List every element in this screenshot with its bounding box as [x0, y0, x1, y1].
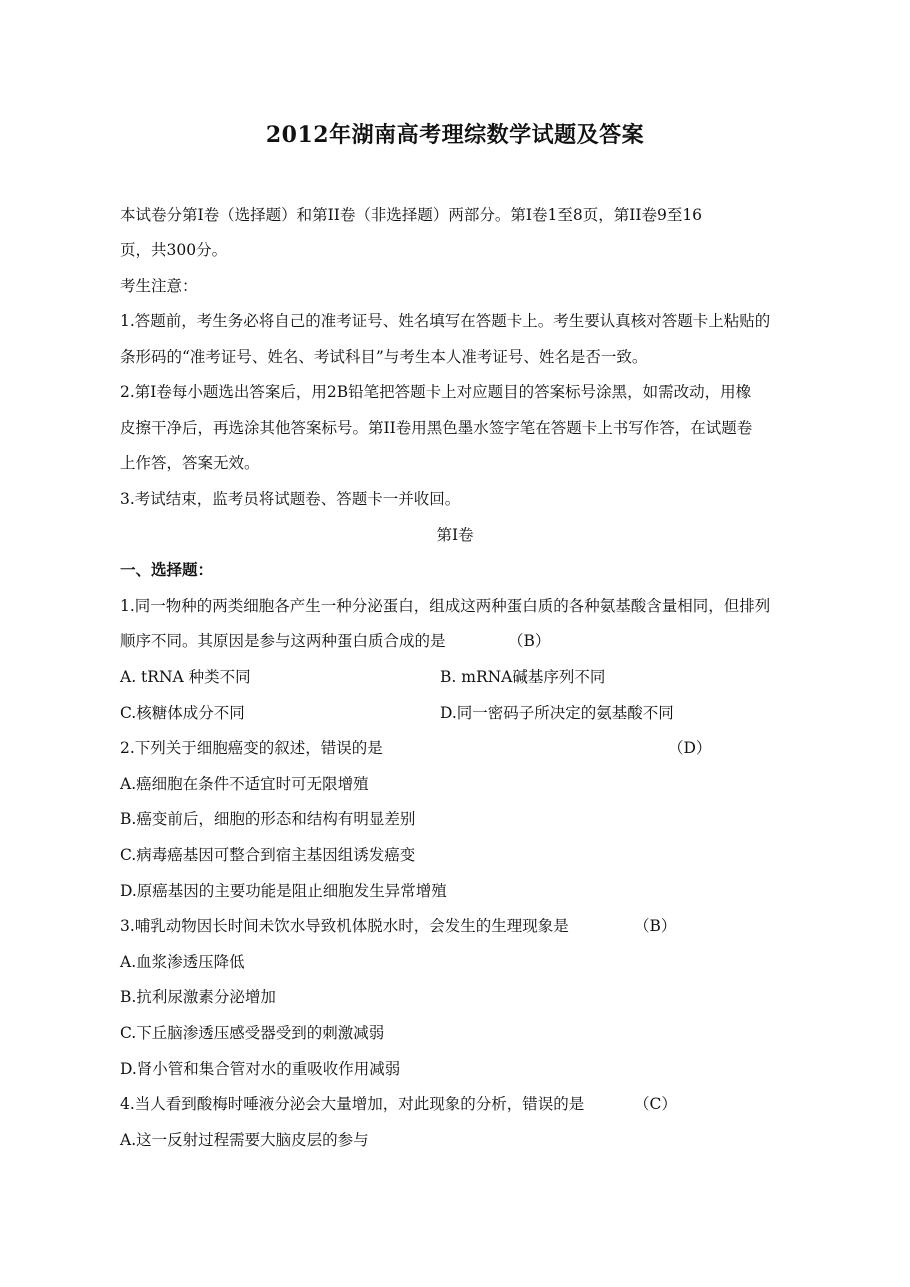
q3-option-d: D.肾小管和集合管对水的重吸收作用减弱: [120, 1060, 401, 1078]
notice-item-1-line-1: 1.答题前，考生务必将自己的准考证号、姓名填写在答题卡上。考生要认真核对答题卡上粘贴的: [120, 312, 771, 330]
q1-option-b: B. mRNA碱基序列不同: [440, 668, 606, 686]
q2-stem: 2.下列关于细胞癌变的叙述，错误的是: [120, 739, 383, 757]
notice-item-1-line-2: 条形码的“准考证号、姓名、考试科目”与考生本人准考证号、姓名是否一致。: [120, 348, 648, 366]
q1-stem-line-2: 顺序不同。其原因是参与这两种蛋白质合成的是: [120, 632, 446, 650]
q1-answer: （B）: [508, 632, 551, 650]
q4-stem: 4.当人看到酸梅时唾液分泌会大量增加，对此现象的分析，错误的是: [120, 1095, 585, 1113]
q1-option-c: C.核糖体成分不同: [120, 704, 245, 722]
notice-heading: 考生注意：: [120, 277, 198, 295]
q4-option-a: A.这一反射过程需要大脑皮层的参与: [120, 1131, 369, 1149]
q3-answer: （B）: [634, 917, 677, 935]
notice-item-3: 3.考试结束，监考员将试题卷、答题卡一并收回。: [120, 490, 461, 508]
q4-answer: （C）: [634, 1095, 677, 1113]
q3-stem: 3.哺乳动物因长时间未饮水导致机体脱水时，会发生的生理现象是: [120, 917, 569, 935]
notice-item-2-line-3: 上作答，答案无效。: [120, 454, 260, 472]
notice-item-2-line-1: 2.第Ⅰ卷每小题选出答案后，用2B铅笔把答题卡上对应题目的答案标号涂黑，如需改动，用橡: [120, 383, 752, 401]
part-heading: 一、选择题：: [120, 560, 214, 579]
intro-line-1: 本试卷分第Ⅰ卷（选择题）和第II卷（非选择题）两部分。第Ⅰ卷1至8页，第II卷9至16: [120, 206, 703, 224]
q2-option-b: B.癌变前后，细胞的形态和结构有明显差别: [120, 810, 416, 828]
q1-option-d: D.同一密码子所决定的氨基酸不同: [440, 704, 674, 722]
q2-option-a: A.癌细胞在条件不适宜时可无限增殖: [120, 775, 369, 793]
document-title: 2012年湖南高考理综数学试题及答案: [265, 122, 645, 148]
q1-option-a: A. tRNA 种类不同: [120, 668, 251, 686]
q2-answer: （D）: [668, 739, 712, 757]
intro-line-2: 页，共300分。: [120, 241, 228, 259]
q2-option-c: C.病毒癌基因可整合到宿主基因组诱发癌变: [120, 846, 416, 864]
q3-option-b: B.抗利尿激素分泌增加: [120, 988, 276, 1006]
q3-option-a: A.血浆渗透压降低: [120, 953, 245, 971]
q1-stem-line-1: 1.同一物种的两类细胞各产生一种分泌蛋白，组成这两种蛋白质的各种氨基酸含量相同，但排列: [120, 597, 771, 615]
q2-option-d: D.原癌基因的主要功能是阻止细胞发生异常增殖: [120, 882, 447, 900]
q3-option-c: C.下丘脑渗透压感受器受到的刺激减弱: [120, 1024, 385, 1042]
section-label: 第Ⅰ卷: [436, 526, 474, 544]
notice-item-2-line-2: 皮擦干净后，再选涂其他答案标号。第II卷用黑色墨水签字笔在答题卡上书写作答，在试题卷: [120, 419, 753, 437]
